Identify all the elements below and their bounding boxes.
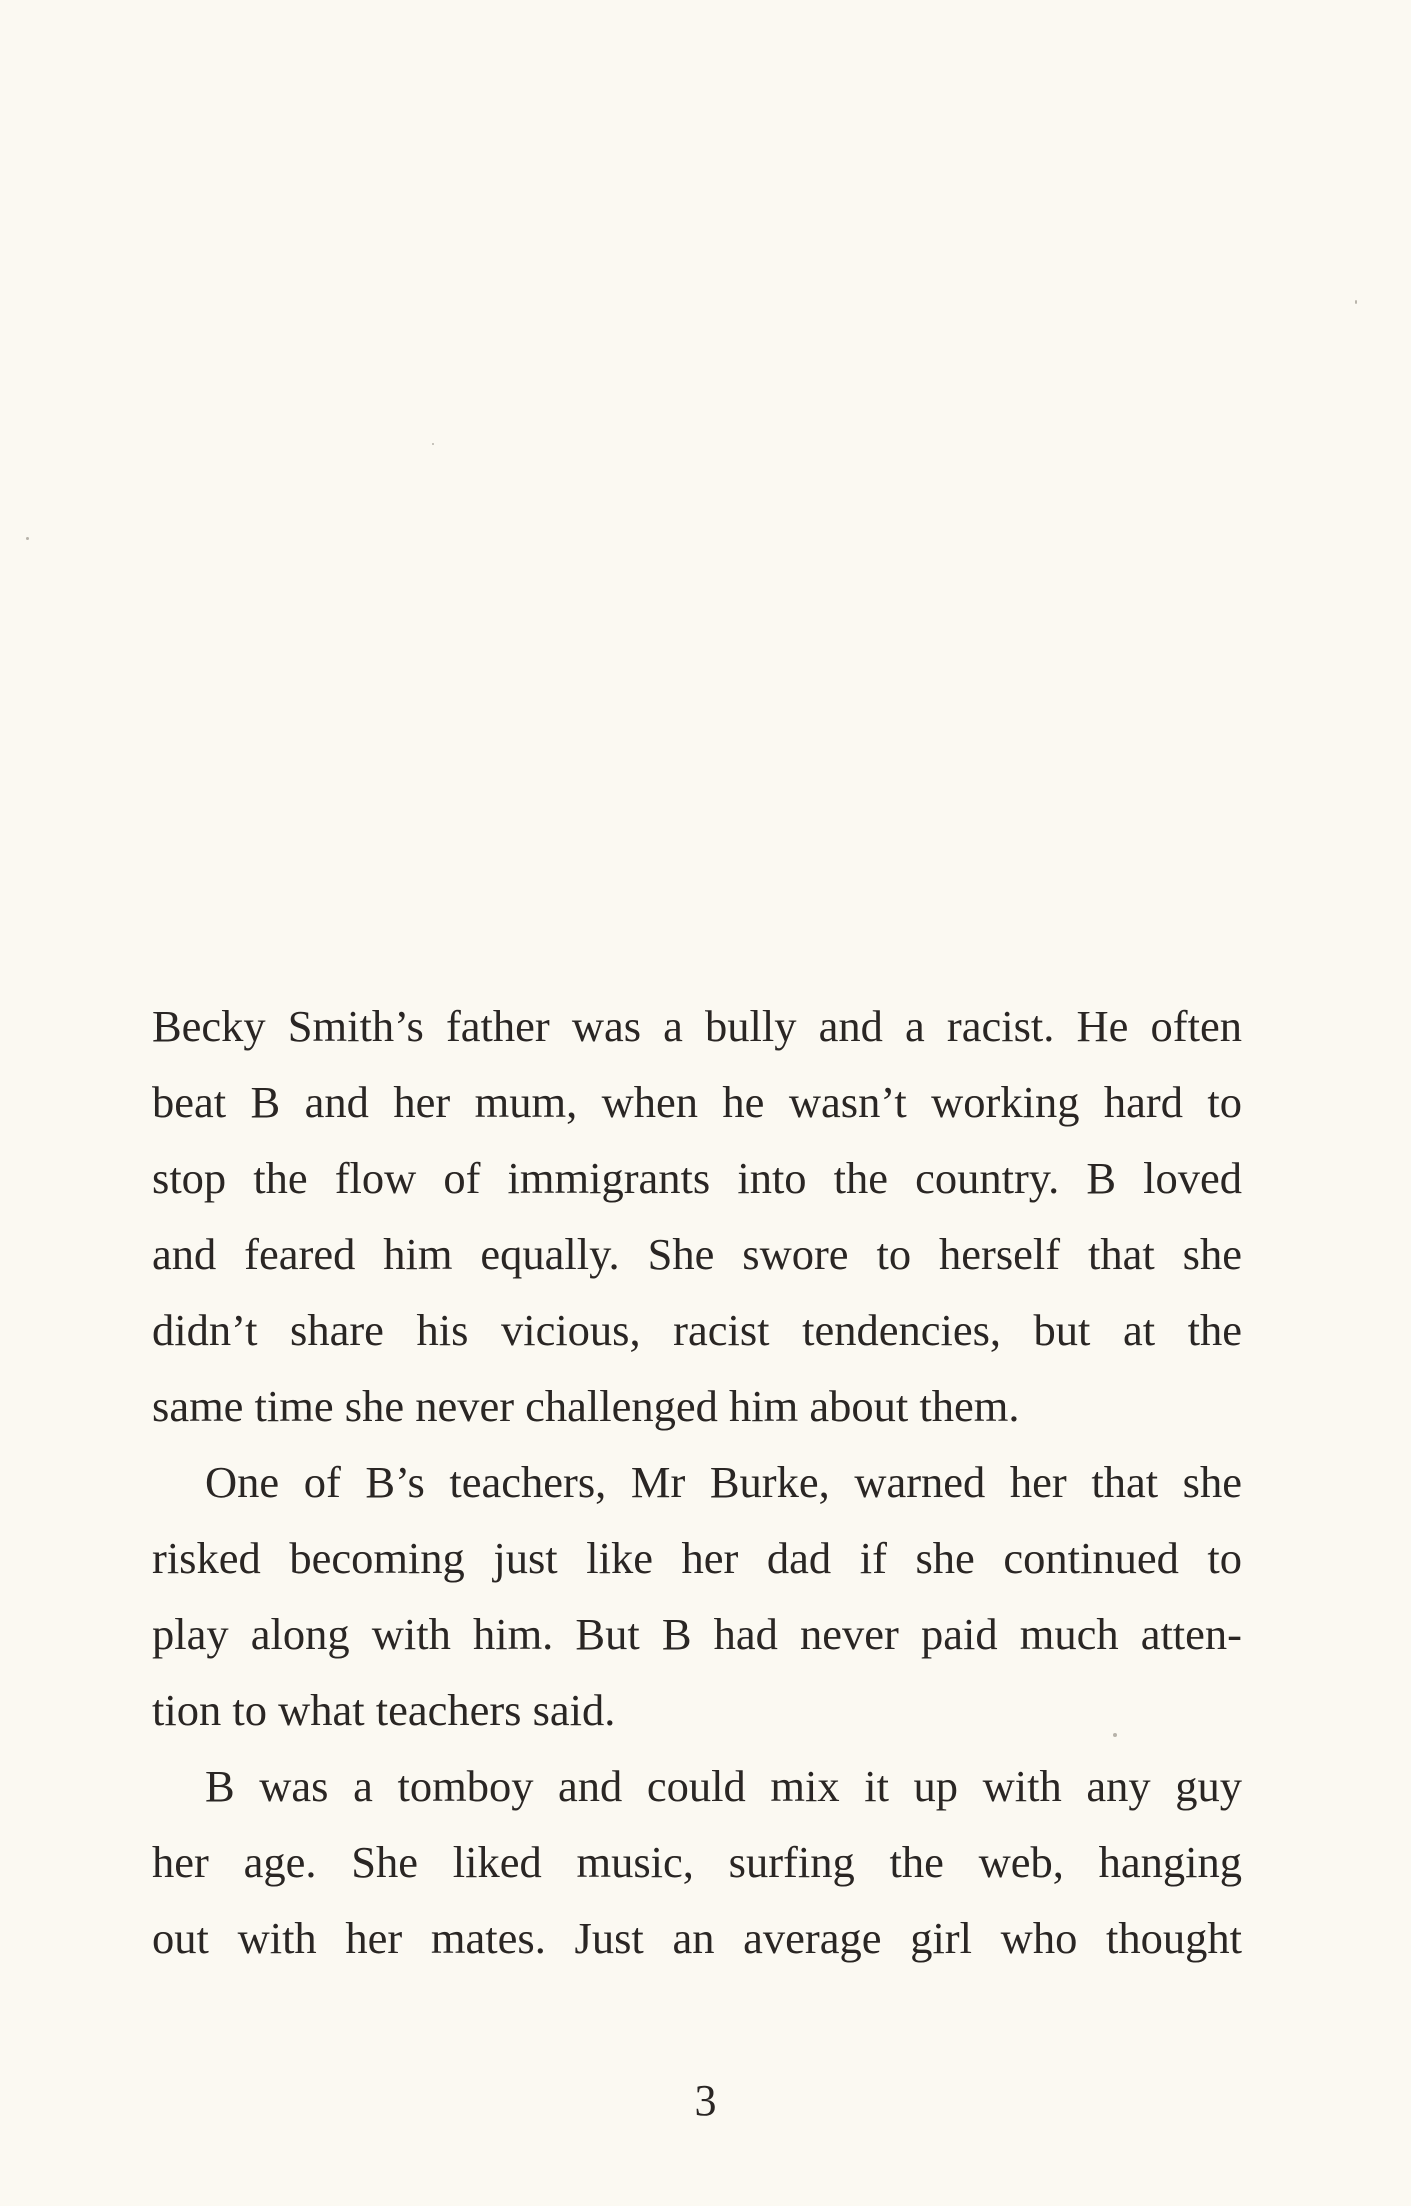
- paper-speck: [1355, 300, 1357, 304]
- text-line: risked becoming just like her dad if she continued to: [152, 1533, 1242, 1583]
- text-line: and feared him equally. She swore to herself that she: [152, 1229, 1242, 1279]
- text-line: her age. She liked music, surfing the web, hanging: [152, 1837, 1242, 1887]
- text-line: same time she never challenged him about them.: [152, 1381, 1020, 1431]
- paper-speck: [432, 443, 434, 445]
- text-line: Becky Smith’s father was a bully and a racist. He often: [152, 1001, 1242, 1051]
- text-line: beat B and her mum, when he wasn’t working hard to: [152, 1077, 1242, 1127]
- text-line: didn’t share his vicious, racist tendencies, but at the: [152, 1305, 1242, 1355]
- text-line: play along with him. But B had never paid much atten-: [152, 1609, 1242, 1659]
- paragraph-2: [152, 1444, 1242, 1748]
- text-line: B was a tomboy and could mix it up with any guy: [205, 1761, 1242, 1811]
- text-line: out with her mates. Just an average girl who thought: [152, 1913, 1242, 1963]
- paragraph-3: [152, 1748, 1242, 1976]
- text-line: stop the flow of immigrants into the country. B loved: [152, 1153, 1242, 1203]
- page-number: 3: [694, 2076, 717, 2125]
- paper-speck: [26, 537, 29, 540]
- paragraph-1: [152, 988, 1242, 1444]
- text-line: tion to what teachers said.: [152, 1685, 616, 1735]
- body-text: [152, 988, 1242, 1976]
- text-line: One of B’s teachers, Mr Burke, warned her that she: [205, 1457, 1242, 1507]
